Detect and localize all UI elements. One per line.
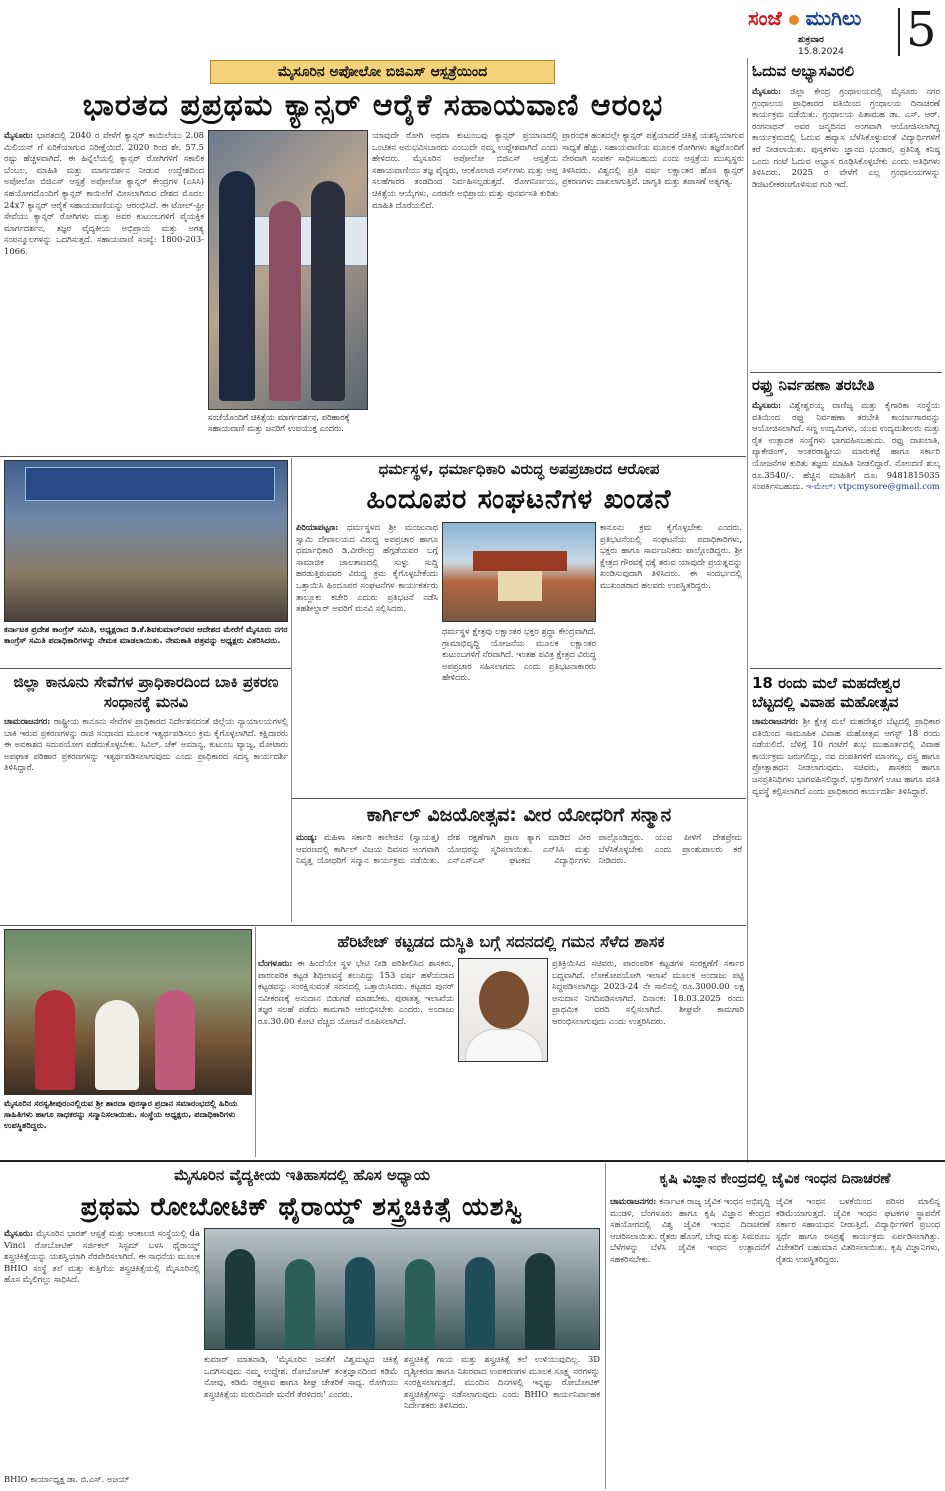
dharmasthala-dateline: ಪಿರಿಯಾಪಟ್ಟಣ: <box>296 522 339 532</box>
column-rule <box>605 1163 606 1489</box>
felicitation-caption: ಮೈಸೂರಿನ ಸರಸ್ವತೀಪುರಂನಲ್ಲಿರುವ ಶ್ರೀ ಶಾರದಾ ಪುರಸ್ಕಾರ ಪ್ರದಾನ ಸಮಾರಂಭದಲ್ಲಿ ಹಿರಿಯ ಸಾಹಿತಿಗಳು ಹಾಗೂ ಸಾಧಕರನ್ನು ಸನ್ಮಾನಿಸಲಾಯಿತು. ಸಂಸ್ಥೆಯ ಅಧ್ಯಕ್ಷರು, ಪದಾಧಿಕಾರಿಗಳು ಉಪಸ್ಥಿತರಿದ್ದರು. <box>4 1098 238 1131</box>
felicitation-photo <box>4 929 252 1095</box>
sidebar-story1-dateline: ಮೈಸೂರು: <box>752 86 782 96</box>
logo-left: ಸಂಜೆ <box>748 6 782 30</box>
person-silhouette <box>219 171 255 401</box>
lead-col1-text: ಭಾರತದಲ್ಲಿ 2040 ರ ವೇಳೆಗೆ ಕ್ಯಾನ್ಸರ್ ಕಾಯಿಲೆಯು 2.08 ಮಿಲಿಯನ್ ಗೆ ಏರಿಕೆಯಾಗುವ ನಿರೀಕ್ಷೆಯಿದೆ. 2020 ರಿಂದ ಶೇ. 57.5 ರಷ್ಟು ಹೆಚ್ಚಳವಾಗಿದೆ. ಈ ಹಿನ್ನೆಲೆಯಲ್ಲಿ ಕ್ಯಾನ್ಸರ್ ರೋಗಿಗಳಿಗೆ ಸಕಾಲಿಕ ಬೆಂಬಲ, ಮಾಹಿತಿ ಮತ್ತು ಮಾರ್ಗದರ್ಶನ ನೀಡುವ ಉದ್ದೇಶದಿಂದ ಅಪೋಲೋ ಬಿಜಿಎಸ್ ಆಸ್ಪತ್ರೆ ಅಪೋಲೋ ಕ್ಯಾನ್ಸರ್ ಕೇಂದ್ರಗಳ (ಎಸಿಸಿ) ಸಹಯೋಗದೊಂದಿಗೆ ಕ್ಯಾನ್ಸರ್ ಕಾಯಿಲೆಗೆ ಮೀಸಲಾಗಿರುವ ದೇಶದ ಮೊದಲ 24x7 ಕ್ಯಾನ್ಸರ್ ಆರೈಕೆ ಸಹಾಯವಾಣಿಯನ್ನು ಆರಂಭಿಸಿದೆ. ಈ ಟೋಲ್-ಫ್ರೀ ಸೇವೆಯು ಕ್ಯಾನ್ಸರ್ ರೋಗಿಗಳು ಮತ್ತು ಅವರ ಕುಟುಂಬಗಳಿಗೆ ವೈಯಕ್ತಿಕ ಮಾರ್ಗದರ್ಶನ, ತಜ್ಞರ ವೈದ್ಯಕೀಯ ಅಭಿಪ್ರಾಯ ಮತ್ತು ಅಗತ್ಯ ಸಂಪನ್ಮೂಲಗಳನ್ನು ಒದಗಿಸುತ್ತದೆ. ಸಹಾಯವಾಣಿ ಸಂಖ್ಯೆ: 1800-203-1066. <box>4 130 204 256</box>
logo-dot <box>789 15 799 25</box>
congress-caption: ಕರ್ನಾಟಕ ಪ್ರದೇಶ ಕಾಂಗ್ರೆಸ್ ಸಮಿತಿ, ಅಧ್ಯಕ್ಷರಾದ ಡಿ.ಕೆ.ಶಿವಕುಮಾರ್‌ರವರ ಆದೇಶದ ಮೇರೆಗೆ ಮೈಸೂರು ನಗರ ಕಾಂಗ್ರೆಸ್ ಸಮಿತಿ ಪದಾಧಿಕಾರಿಗಳನ್ನು ನೇಮಕ ಮಾಡಲಾಯಿತು. ನೇಮಕಾತಿ ಪತ್ರವನ್ನು ಅಧ್ಯಕ್ಷರು ವಿತರಿಸಿದರು. <box>4 624 288 646</box>
temple-photo <box>442 522 596 622</box>
biofuel-col2: ಜೈವಿಕ ಇಂಧನ ಬಳಕೆಯಿಂದ ಪರಿಸರ ಮಾಲಿನ್ಯ ಕಡಿಮೆಯಾಗುತ್ತದೆ. ಜೈವಿಕ ಇಂಧನ ಘಟಕಗಳ ಸ್ಥಾಪನೆಗೆ ಸರ್ಕಾರ ಸಹಾಯಧನ ನೀಡುತ್ತಿದೆ. ವಿದ್ಯಾರ್ಥಿಗಳಿಗೆ ಪ್ರಬಂಧ ಸ್ಪರ್ಧೆ ಹಾಗೂ ರಸಪ್ರಶ್ನೆ ಕಾರ್ಯಕ್ರಮ ಏರ್ಪಡಿಸಲಾಗಿತ್ತು. ವಿಜೇತರಿಗೆ ಬಹುಮಾನ ವಿತರಿಸಲಾಯಿತು. ಕೃಷಿ ವಿಜ್ಞಾನಿಗಳು, ರೈತರು ಉಪಸ್ಥಿತರಿದ್ದರು. <box>776 1196 940 1264</box>
dharmasthala-col1 <box>296 522 438 794</box>
person-silhouette <box>311 181 345 401</box>
logo-right: ಮುಗಿಲು <box>805 6 862 30</box>
masthead-date: 15.8.2024 <box>798 47 844 57</box>
lead-col1 <box>4 130 204 452</box>
person-silhouette <box>95 1000 139 1090</box>
kargil-body <box>296 832 742 922</box>
section-rule <box>0 456 746 457</box>
robotic-headline: ಪ್ರಥಮ ರೋಬೋಟಿಕ್ ಥೈರಾಯ್ಡ್ ಶಸ್ತ್ರಚಿಕಿತ್ಸೆ ಯಶಸ್ವಿ <box>80 1192 524 1221</box>
surgery-team-photo <box>204 1228 600 1350</box>
surgeon-silhouette <box>525 1253 555 1349</box>
cheque-board <box>249 216 368 266</box>
sidebar-story3-body <box>752 716 940 1160</box>
sidebar-story3-text: ಶ್ರೀ ಕ್ಷೇತ್ರ ಮಲೆ ಮಹದೇಶ್ವರ ಬೆಟ್ಟದಲ್ಲಿ ಪ್ರಾಧಿಕಾರ ವತಿಯಿಂದ ಸಾಮೂಹಿಕ ವಿವಾಹ ಮಹೋತ್ಸವ ಆಗಸ್ಟ್ 18 ರಂದು ನಡೆಯಲಿದೆ. ಬೆಳಿಗ್ಗೆ 10 ಗಂಟೆಗೆ ಶುಭ ಮುಹೂರ್ತದಲ್ಲಿ ವಿವಾಹ ಕಾರ್ಯಕ್ರಮ ಜರುಗಲಿದ್ದು, ನವ ದಂಪತಿಗಳಿಗೆ ಮಾಂಗಲ್ಯ, ವಸ್ತ್ರ ಹಾಗೂ ಪ್ರೋತ್ಸಾಹಧನ ನೀಡಲಾಗುವುದು. ಸಚಿವರು, ಶಾಸಕರು ಹಾಗೂ ಜನಪ್ರತಿನಿಧಿಗಳು ಭಾಗವಹಿಸಲಿದ್ದಾರೆ. ಭಕ್ತಾದಿಗಳಿಗೆ ಊಟ ಹಾಗೂ ವಸತಿ ವ್ಯವಸ್ಥೆ ಕಲ್ಪಿಸಲಾಗಿದೆ ಎಂದು ಪ್ರಾಧಿಕಾರದ ಕಾರ್ಯದರ್ಶಿ ತಿಳಿಸಿದ್ದಾರೆ. <box>752 716 940 796</box>
surgeon-silhouette <box>225 1249 255 1349</box>
lead-col2: ಯಾವುದೇ ರೋಗಿ ಅಥವಾ ಕುಟುಂಬವು ಕ್ಯಾನ್ಸರ್ ಪ್ರಯಾಣದಲ್ಲಿ ಒಂಟಿತನ ಅನುಭವಿಸಬಾರದು ಎಂಬುದೇ ನಮ್ಮ ಉದ್ದೇಶವಾಗಿದೆ ಎಂದು ಹೇಳಿದರು. ಮೈಸೂರಿನ ಅಪೋಲೋ ಬಿಜಿಎಸ್ ಆಸ್ಪತ್ರೆಯ ಸಹಾಯವಾಣಿಯು ತಜ್ಞ ವೈದ್ಯರು, ಆಂಕೊಲಾಜಿ ನರ್ಸ್‌ಗಳು ಮತ್ತು ಆಪ್ತ ಸಲಹೆಗಾರರ ತಂಡದಿಂದ ನಿರ್ವಹಿಸಲ್ಪಡುತ್ತದೆ. ರೋಗನಿರ್ಣಯ, ಚಿಕಿತ್ಸೆಯ ಆಯ್ಕೆಗಳು, ಎರಡನೇ ಅಭಿಪ್ರಾಯ ಮತ್ತು ಪುನರ್ವಸತಿ ಕುರಿತು ಮಾಹಿತಿ ದೊರೆಯಲಿದೆ. <box>372 130 558 210</box>
portrait-head <box>479 971 529 1029</box>
biofuel-headline: ಕೃಷಿ ವಿಜ್ಞಾನ ಕೇಂದ್ರದಲ್ಲಿ ಜೈವಿಕ ಇಂಧನ ದಿನಾಚರಣೆ <box>659 1171 891 1187</box>
section-rule <box>0 1160 945 1162</box>
section-rule <box>0 925 746 926</box>
banner <box>25 467 275 501</box>
robotic-kicker: ಮೈಸೂರಿನ ವೈದ್ಯಕೀಯ ಇತಿಹಾಸದಲ್ಲಿ ಹೊಸ ಅಧ್ಯಾಯ <box>174 1166 430 1184</box>
authority-text: ರಾಷ್ಟ್ರೀಯ ಕಾನೂನು ಸೇವೆಗಳ ಪ್ರಾಧಿಕಾರದ ನಿರ್ದೇಶನದಂತೆ ಜಿಲ್ಲೆಯ ನ್ಯಾಯಾಲಯಗಳಲ್ಲಿ ಬಾಕಿ ಇರುವ ಪ್ರಕರಣಗಳನ್ನು ರಾಜಿ ಸಂಧಾನದ ಮೂಲಕ ಇತ್ಯರ್ಥಪಡಿಸಲು ಕ್ರಮ ಕೈಗೊಳ್ಳಲಾಗಿದೆ. ಕಕ್ಷಿದಾರರು ಈ ಅವಕಾಶದ ಸದುಪಯೋಗ ಪಡೆದುಕೊಳ್ಳಬೇಕು. ಸಿವಿಲ್, ಚೆಕ್ ಅಮಾನ್ಯ, ಕುಟುಂಬ ವ್ಯಾಜ್ಯ, ಮೋಟಾರು ಅಪಘಾತ ಪರಿಹಾರ ಪ್ರಕರಣಗಳನ್ನು ಇತ್ಯರ್ಥಪಡಿಸಲಾಗುವುದು ಎಂದು ಪ್ರಾಧಿಕಾರದ ಸದಸ್ಯ ಕಾರ್ಯದರ್ಶಿ ತಿಳಿಸಿದ್ದಾರೆ. <box>4 716 288 773</box>
lead-dateline: ಮೈಸೂರು: <box>4 130 34 140</box>
person-silhouette <box>35 990 75 1090</box>
column-rule <box>291 458 292 922</box>
sidebar-story1-text: ಜಿಲ್ಲಾ ಕೇಂದ್ರ ಗ್ರಂಥಾಲಯದಲ್ಲಿ ಮೈಸೂರು ನಗರ ಗ್ರಂಥಾಲಯ ಪ್ರಾಧಿಕಾರದ ವತಿಯಿಂದ ಗ್ರಂಥಾಲಯ ದಿನಾಚರಣೆ ಕಾರ್ಯಕ್ರಮ ನಡೆಯಿತು. ಗ್ರಂಥಾಲಯ ಪಿತಾಮಹ ಡಾ. ಎಸ್. ಆರ್. ರಂಗನಾಥನ್ ಅವರ ಜನ್ಮದಿನದ ಅಂಗವಾಗಿ ಆಯೋಜಿಸಲಾಗಿದ್ದ ಕಾರ್ಯಕ್ರಮದಲ್ಲಿ ಓದುವ ಹವ್ಯಾಸ ಬೆಳೆಸಿಕೊಳ್ಳುವಂತೆ ವಿದ್ಯಾರ್ಥಿಗಳಿಗೆ ಕರೆ ನೀಡಲಾಯಿತು. ಪುಸ್ತಕಗಳು ಜ್ಞಾನದ ಭಂಡಾರ, ಪ್ರತಿನಿತ್ಯ ಕನಿಷ್ಠ ಒಂದು ಗಂಟೆ ಓದುವ ಅಭ್ಯಾಸ ರೂಢಿಸಿಕೊಳ್ಳಬೇಕು ಎಂದು ಅತಿಥಿಗಳು ತಿಳಿಸಿದರು. 2025 ರ ವೇಳೆಗೆ ಎಲ್ಲ ಗ್ರಂಥಾಲಯಗಳನ್ನು ಡಿಜಿಟಲೀಕರಣಗೊಳಿಸುವ ಗುರಿ ಇದೆ. <box>752 86 940 189</box>
portrait-body <box>465 1029 543 1062</box>
congress-photo <box>4 460 288 622</box>
surgeon-silhouette <box>465 1257 495 1349</box>
mla-portrait <box>458 958 548 1062</box>
sidebar-story2-email[interactable]: ಇ-ಮೇಲ್: vtpcmysore@gmail.com <box>805 481 940 492</box>
authority-dateline: ಚಾಮರಾಜನಗರ: <box>4 716 51 726</box>
heritage-col1 <box>258 958 454 1156</box>
sidebar-story1-headline: ಓದುವ ಅಭ್ಯಾಸವಿರಲಿ <box>752 62 855 80</box>
masthead-weekday: ಶುಕ್ರವಾರ <box>798 35 824 45</box>
column-rule <box>255 927 256 1157</box>
temple-roof <box>473 551 567 571</box>
robotic-col1-text: ಮೈಸೂರಿನ ಭಾರತ್ ಆಸ್ಪತ್ರೆ ಮತ್ತು ಆಂಕಾಲಜಿ ಸಂಸ್ಥೆಯಲ್ಲಿ da Vinci ರೋಬೋಟಿಕ್ ಸರ್ಜಿಕಲ್ ಸಿಸ್ಟಮ್ ಬಳಸಿ ಥೈರಾಯ್ಡ್ ಶಸ್ತ್ರಚಿಕಿತ್ಸೆಯನ್ನು ಯಶಸ್ವಿಯಾಗಿ ನೆರವೇರಿಸಲಾಗಿದೆ. ಈ ಸಾಧನೆಯ ಮೂಲಕ BHIO ಸಂಸ್ಥೆ ತಲೆ ಮತ್ತು ಕುತ್ತಿಗೆಯ ಶಸ್ತ್ರಚಿಕಿತ್ಸೆಯಲ್ಲಿ ಮೈಸೂರಿನಲ್ಲಿ ಹೊಸ ಮೈಲಿಗಲ್ಲು ಸಾಧಿಸಿದೆ. <box>4 1228 200 1285</box>
biofuel-col1-text: ಕರ್ನಾಟಕ ರಾಜ್ಯ ಜೈವಿಕ ಇಂಧನ ಅಭಿವೃದ್ಧಿ ಮಂಡಳಿ, ಬೆಂಗಳೂರು ಹಾಗೂ ಕೃಷಿ ವಿಜ್ಞಾನ ಕೇಂದ್ರದ ಸಹಯೋಗದಲ್ಲಿ ವಿಶ್ವ ಜೈವಿಕ ಇಂಧನ ದಿನಾಚರಣೆ ಆಚರಿಸಲಾಯಿತು. ರೈತರು ಹೊಂಗೆ, ಬೇವು ಮತ್ತು ಸಿಮರೂಬ ಬೆಳೆಗಳನ್ನು ಬೆಳೆಸಿ ಜೈವಿಕ ಇಂಧನ ಉತ್ಪಾದನೆಗೆ ಸಹಕರಿಸಬೇಕು. <box>610 1196 770 1264</box>
sidebar-story3-dateline: ಚಾಮರಾಜನಗರ: <box>752 716 799 726</box>
masthead-divider <box>898 8 900 56</box>
robotic-col2: ಕುಮಾರ್ ಮಾತನಾಡಿ, 'ಮೈಸೂರಿನ ಜನತೆಗೆ ವಿಶ್ವಮಟ್ಟದ ಚಿಕಿತ್ಸೆ ಒದಗಿಸುವುದು ನಮ್ಮ ಉದ್ದೇಶ. ರೋಬೋಟಿಕ್ ತಂತ್ರಜ್ಞಾನದಿಂದ ಕಡಿಮೆ ನೋವು, ಕಡಿಮೆ ರಕ್ತಸ್ರಾವ ಹಾಗೂ ಶೀಘ್ರ ಚೇತರಿಕೆ ಸಾಧ್ಯ. ರೋಗಿಯು ಶಸ್ತ್ರಚಿಕಿತ್ಸೆಯ ಮರುದಿನವೇ ಮನೆಗೆ ತೆರಳಿದರು' ಎಂದರು. <box>204 1354 398 1399</box>
sidebar-rule <box>750 668 942 669</box>
robotic-col3: ಶಸ್ತ್ರಚಿಕಿತ್ಸೆ ಗಾಯ ಮತ್ತು ಶಸ್ತ್ರಚಿಕಿತ್ಸೆ ಕಲೆ ಉಳಿಯುವುದಿಲ್ಲ. 3D ದೃಶ್ಯೀಕರಣ ಹಾಗೂ ನಿಖರವಾದ ಉಪಕರಣಗಳ ಮೂಲಕ ಸೂಕ್ಷ್ಮ ನರಗಳನ್ನು ಸಂರಕ್ಷಿಸಲಾಗುತ್ತದೆ. ಮುಂದಿನ ದಿನಗಳಲ್ಲಿ ಇನ್ನಷ್ಟು ರೋಬೋಟಿಕ್ ಶಸ್ತ್ರಚಿಕಿತ್ಸೆಗಳನ್ನು ನಡೆಸಲಾಗುವುದು ಎಂದು BHIO ಕಾರ್ಯನಿರ್ವಾಹಕ ನಿರ್ದೇಶಕರು ತಿಳಿಸಿದರು. <box>404 1354 600 1411</box>
kargil-dateline: ಮಂಡ್ಯ: <box>296 832 318 842</box>
lead-headline: ಭಾರತದ ಪ್ರಪ್ರಥಮ ಕ್ಯಾನ್ಸರ್ ಆರೈಕೆ ಸಹಾಯವಾಣಿ ಆರಂಭ <box>82 88 664 123</box>
person-silhouette <box>155 990 195 1090</box>
dharmasthala-col1-text: ಧರ್ಮಸ್ಥಳದ ಶ್ರೀ ಮಂಜುನಾಥ ಸ್ವಾಮಿ ದೇವಾಲಯದ ವಿರುದ್ಧ ಅಪಪ್ರಚಾರ ಹಾಗೂ ಧರ್ಮಾಧಿಕಾರಿ ಡಿ.ವೀರೇಂದ್ರ ಹೆಗ್ಗಡೆಯವರ ಬಗ್ಗೆ ಸಾಮಾಜಿಕ ಜಾಲತಾಣದಲ್ಲಿ ಸುಳ್ಳು ಸುದ್ದಿ ಹರಡುತ್ತಿರುವವರ ವಿರುದ್ಧ ಕ್ರಮ ಕೈಗೊಳ್ಳಬೇಕೆಂದು ಒತ್ತಾಯಿಸಿ ಹಿಂದೂಪರ ಸಂಘಟನೆಗಳ ಕಾರ್ಯಕರ್ತರು ತಾಲ್ಲೂಕು ಕಚೇರಿ ಎದುರು ಪ್ರತಿಭಟನೆ ನಡೆಸಿ ತಹಶೀಲ್ದಾರ್ ಅವರಿಗೆ ಮನವಿ ಸಲ್ಲಿಸಿದರು. <box>296 522 438 614</box>
authority-body <box>4 716 288 922</box>
authority-headline: ಜಿಲ್ಲಾ ಕಾನೂನು ಸೇವೆಗಳ ಪ್ರಾಧಿಕಾರದಿಂದ ಬಾಕಿ ಪ್ರಕರಣ ಸಂಧಾನಕ್ಕೆ ಮನವಿ <box>13 673 279 711</box>
sidebar-story1-body <box>752 86 940 370</box>
surgeon-silhouette <box>285 1259 315 1349</box>
heritage-col1-text: ಈ ಹಿಂದೆಯೇ ಸ್ಥಳ ಭೇಟಿ ನೀಡಿ ಪರಿಶೀಲಿಸಿದ ಶಾಸಕರು, ಪಾರಂಪರಿಕ ಕಟ್ಟಡ ಶಿಥಿಲಾವಸ್ಥೆ ತಲುಪಿದ್ದು 153 ವರ್ಷ ಹಳೆಯದಾದ ಕಟ್ಟಡವನ್ನು ಸಂರಕ್ಷಿಸುವಂತೆ ಸದನದಲ್ಲಿ ಒತ್ತಾಯಿಸಿದರು. ಕಟ್ಟಡದ ಪುನರ್ ನವೀಕರಣಕ್ಕೆ ಅನುದಾನ ಬಿಡುಗಡೆ ಮಾಡಬೇಕು. ಪುರಾತತ್ವ ಇಲಾಖೆಯ ತಜ್ಞರ ಸಲಹೆ ಪಡೆದು ಕಾಮಗಾರಿ ಆರಂಭಿಸಬೇಕು ಎಂದರು. ಅಂದಾಜು ರೂ.30.00 ಕೋಟಿ ವೆಚ್ಚದ ಯೋಜನೆ ರೂಪಿಸಲಾಗಿದೆ. <box>258 958 454 1026</box>
column-rule <box>747 58 748 1163</box>
biofuel-dateline: ಚಾಮರಾಜನಗರ: <box>610 1196 657 1206</box>
dharmasthala-headline: ಹಿಂದೂಪರ ಸಂಘಟನೆಗಳ ಖಂಡನೆ <box>366 484 672 515</box>
heritage-dateline: ಬೆಂಗಳೂರು: <box>258 958 293 968</box>
sidebar-story2-body <box>752 400 940 662</box>
page-number: 5 <box>906 2 937 58</box>
masthead <box>748 4 940 60</box>
lead-col3: ಪ್ರಾರಂಭಿಕ ಹಂತದಲ್ಲೇ ಕ್ಯಾನ್ಸರ್ ಪತ್ತೆಯಾದರೆ ಚಿಕಿತ್ಸೆ ಯಶಸ್ವಿಯಾಗುವ ಸಾಧ್ಯತೆ ಹೆಚ್ಚು. ಸಹಾಯವಾಣಿಯ ಮೂಲಕ ರೋಗಿಗಳು ತಜ್ಞರೊಂದಿಗೆ ನೇರವಾಗಿ ಸಂಪರ್ಕ ಸಾಧಿಸಬಹುದು ಎಂದು ಆಸ್ಪತ್ರೆಯ ಮುಖ್ಯಸ್ಥರು ತಿಳಿಸಿದರು. ವಿಶ್ವದಲ್ಲಿ ಪ್ರತಿ ವರ್ಷ ಲಕ್ಷಾಂತರ ಹೊಸ ಕ್ಯಾನ್ಸರ್ ಪ್ರಕರಣಗಳು ದಾಖಲಾಗುತ್ತಿವೆ. ಜಾಗೃತಿ ಮತ್ತು ತಪಾಸಣೆ ಅತ್ಯಗತ್ಯ. <box>562 130 744 187</box>
heritage-headline: ಹೆರಿಟೇಜ್ ಕಟ್ಟಡದ ದುಸ್ಥಿತಿ ಬಗ್ಗೆ ಸದನದಲ್ಲಿ ಗಮನ ಸೆಳೆದ ಶಾಸಕ <box>337 932 665 951</box>
sidebar-story2-headline: ರಫ್ತು ನಿರ್ವಹಣಾ ತರಬೇತಿ <box>752 376 875 394</box>
dharmasthala-col2: ಧರ್ಮಸ್ಥಳ ಕ್ಷೇತ್ರವು ಲಕ್ಷಾಂತರ ಭಕ್ತರ ಶ್ರದ್ಧಾ ಕೇಂದ್ರವಾಗಿದೆ. ಗ್ರಾಮಾಭಿವೃದ್ಧಿ ಯೋಜನೆಯ ಮೂಲಕ ಲಕ್ಷಾಂತರ ಕುಟುಂಬಗಳಿಗೆ ನೆರವಾಗಿದೆ. ಇಂತಹ ಪವಿತ್ರ ಕ್ಷೇತ್ರದ ವಿರುದ್ಧ ಅಪಪ್ರಚಾರ ಸಹಿಸಲಾಗದು ಎಂದು ಪ್ರತಿಭಟನಾಕಾರರು ಹೇಳಿದರು. <box>442 626 596 683</box>
person-silhouette <box>269 201 301 401</box>
lead-kicker: ಮೈಸೂರಿನ ಅಪೋಲೋ ಬಿಜಿಎಸ್ ಆಸ್ಪತ್ರೆಯಿಂದ <box>210 60 555 84</box>
dharmasthala-kicker: ಧರ್ಮಸ್ಥಳ, ಧರ್ಮಾಧಿಕಾರಿ ವಿರುದ್ಧ ಅಪಪ್ರಚಾರದ ಆರೋಪ <box>378 460 660 478</box>
sidebar-story2-dateline: ಮೈಸೂರು: <box>752 400 782 410</box>
sidebar-rule <box>750 372 942 373</box>
section-rule <box>292 798 746 799</box>
lead-photo-caption: ಸಂಜೆಯೊಂದಿಗೆ ಚಿಕಿತ್ಸೆಯ ಮಾರ್ಗದರ್ಶನ, ಪರಿಹಾರಕ್ಕೆ ಸಹಾಯವಾಣಿ ಮತ್ತು ಜನರಿಗೆ ಉಪಯುಕ್ತ ಎಂದರು. <box>208 412 350 434</box>
section-rule <box>0 668 292 669</box>
lead-photo <box>208 130 368 410</box>
surgeon-silhouette <box>405 1259 435 1349</box>
robotic-dateline: ಮೈಸೂರು: <box>4 1228 34 1238</box>
masthead-logo <box>748 6 898 34</box>
sidebar-story3-headline: 18 ರಂದು ಮಲೆ ಮಹದೇಶ್ವರ ಬೆಟ್ಟದಲ್ಲಿ ವಿವಾಹ ಮಹೋತ್ಸವ <box>752 674 901 711</box>
surgeon-silhouette <box>345 1257 375 1349</box>
robotic-footer: BHIO ಕಾರ್ಯಾಧ್ಯಕ್ಷ ಡಾ. ಬಿ.ಎಸ್. ಅಜಯ್ <box>4 1474 130 1484</box>
kargil-headline: ಕಾರ್ಗಿಲ್ ವಿಜಯೋತ್ಸವ: ವೀರ ಯೋಧರಿಗೆ ಸನ್ಮಾನ <box>366 804 672 826</box>
temple-gate <box>498 571 542 601</box>
robotic-col1 <box>4 1228 200 1472</box>
heritage-col2: ಪ್ರತಿಕ್ರಿಯಿಸಿದ ಸಚಿವರು, ಪಾರಂಪರಿಕ ಕಟ್ಟಡಗಳ ಸಂರಕ್ಷಣೆಗೆ ಸರ್ಕಾರ ಬದ್ಧವಾಗಿದೆ. ಲೋಕೋಪಯೋಗಿ ಇಲಾಖೆ ಮೂಲಕ ಅಂದಾಜು ಪಟ್ಟಿ ಸಿದ್ಧಪಡಿಸಲಾಗಿದ್ದು 2023-24 ನೇ ಸಾಲಿನಲ್ಲಿ ರೂ.3000.00 ಲಕ್ಷ ಅನುದಾನ ನಿಗದಿಪಡಿಸಲಾಗಿದೆ. ದಿನಾಂಕ: 18.03.2025 ರಂದು ಪ್ರಾಥಮಿಕ ವರದಿ ಸಲ್ಲಿಸಲಾಗಿದೆ. ಶೀಘ್ರವೇ ಕಾಮಗಾರಿ ಆರಂಭಿಸಲಾಗುವುದು ಎಂದು ಉತ್ತರಿಸಿದರು. <box>552 958 744 1026</box>
dharmasthala-col3: ಕಾನೂನು ಕ್ರಮ ಕೈಗೊಳ್ಳಬೇಕು ಎಂದರು. ಪ್ರತಿಭಟನೆಯಲ್ಲಿ ಸಂಘಟನೆಯ ಪದಾಧಿಕಾರಿಗಳು, ಭಕ್ತರು ಹಾಗೂ ಸಾರ್ವಜನಿಕರು ಪಾಲ್ಗೊಂಡಿದ್ದರು. ಶ್ರೀ ಕ್ಷೇತ್ರದ ಗೌರವಕ್ಕೆ ಧಕ್ಕೆ ತರುವ ಯಾವುದೇ ಪ್ರಯತ್ನವನ್ನು ಖಂಡಿಸುವುದಾಗಿ ತಿಳಿಸಿದರು. ಈ ಸಂದರ್ಭದಲ್ಲಿ ಮುಖಂಡರಾದ ಹಲವರು ಉಪಸ್ಥಿತರಿದ್ದರು. <box>600 522 742 590</box>
biofuel-col1 <box>610 1196 770 1488</box>
sidebar-story2-text: ವಿಶ್ವೇಶ್ವರಯ್ಯ ವಾಣಿಜ್ಯ ಮತ್ತು ಕೈಗಾರಿಕಾ ಸಂಸ್ಥೆಯ ವತಿಯಿಂದ ರಫ್ತು ನಿರ್ವಹಣಾ ತರಬೇತಿ ಕಾರ್ಯಾಗಾರವನ್ನು ಆಯೋಜಿಸಲಾಗಿದೆ. ಸಣ್ಣ ಉದ್ಯಮಿಗಳು, ಯುವ ಉದ್ಯಮಶೀಲರು ಮತ್ತು ರೈತ ಉತ್ಪಾದಕ ಸಂಸ್ಥೆಗಳು ಭಾಗವಹಿಸಬಹುದು. ರಫ್ತು ದಾಖಲಾತಿ, ಪ್ಯಾಕೇಜಿಂಗ್, ಅಂತರರಾಷ್ಟ್ರೀಯ ಮಾರುಕಟ್ಟೆ ಹಾಗೂ ಸರ್ಕಾರಿ ಯೋಜನೆಗಳ ಕುರಿತು ತಜ್ಞರು ಮಾಹಿತಿ ನೀಡಲಿದ್ದಾರೆ. ನೋಂದಣಿ ಶುಲ್ಕ ರೂ.3540/-. ಹೆಚ್ಚಿನ ಮಾಹಿತಿಗೆ ದೂ: 9481815035 ಸಂಪರ್ಕಿಸಬಹುದು. <box>752 400 940 492</box>
kargil-text: ಮಹಿಳಾ ಸರ್ಕಾರಿ ಕಾಲೇಜಿನ (ಸ್ವಾಯತ್ತ) ಆವರಣದಲ್ಲಿ ಕಾರ್ಗಿಲ್ ವಿಜಯ ದಿವಸದ ಅಂಗವಾಗಿ ನಿವೃತ್ತ ಯೋಧರಿಗೆ ಸನ್ಮಾನ ಕಾರ್ಯಕ್ರಮ ನಡೆಯಿತು. ದೇಶ ರಕ್ಷಣೆಗಾಗಿ ಪ್ರಾಣ ತ್ಯಾಗ ಮಾಡಿದ ವೀರ ಯೋಧರನ್ನು ಸ್ಮರಿಸಲಾಯಿತು. ಎನ್‌ಸಿಸಿ ಮತ್ತು ಎನ್‌ಎಸ್‌ಎಸ್ ಘಟಕದ ವಿದ್ಯಾರ್ಥಿಗಳು ಪಾಲ್ಗೊಂಡಿದ್ದರು. ಯುವ ಪೀಳಿಗೆ ದೇಶಪ್ರೇಮ ಬೆಳೆಸಿಕೊಳ್ಳಬೇಕು ಎಂದು ಪ್ರಾಂಶುಪಾಲರು ಕರೆ ನೀಡಿದರು. <box>296 832 742 866</box>
